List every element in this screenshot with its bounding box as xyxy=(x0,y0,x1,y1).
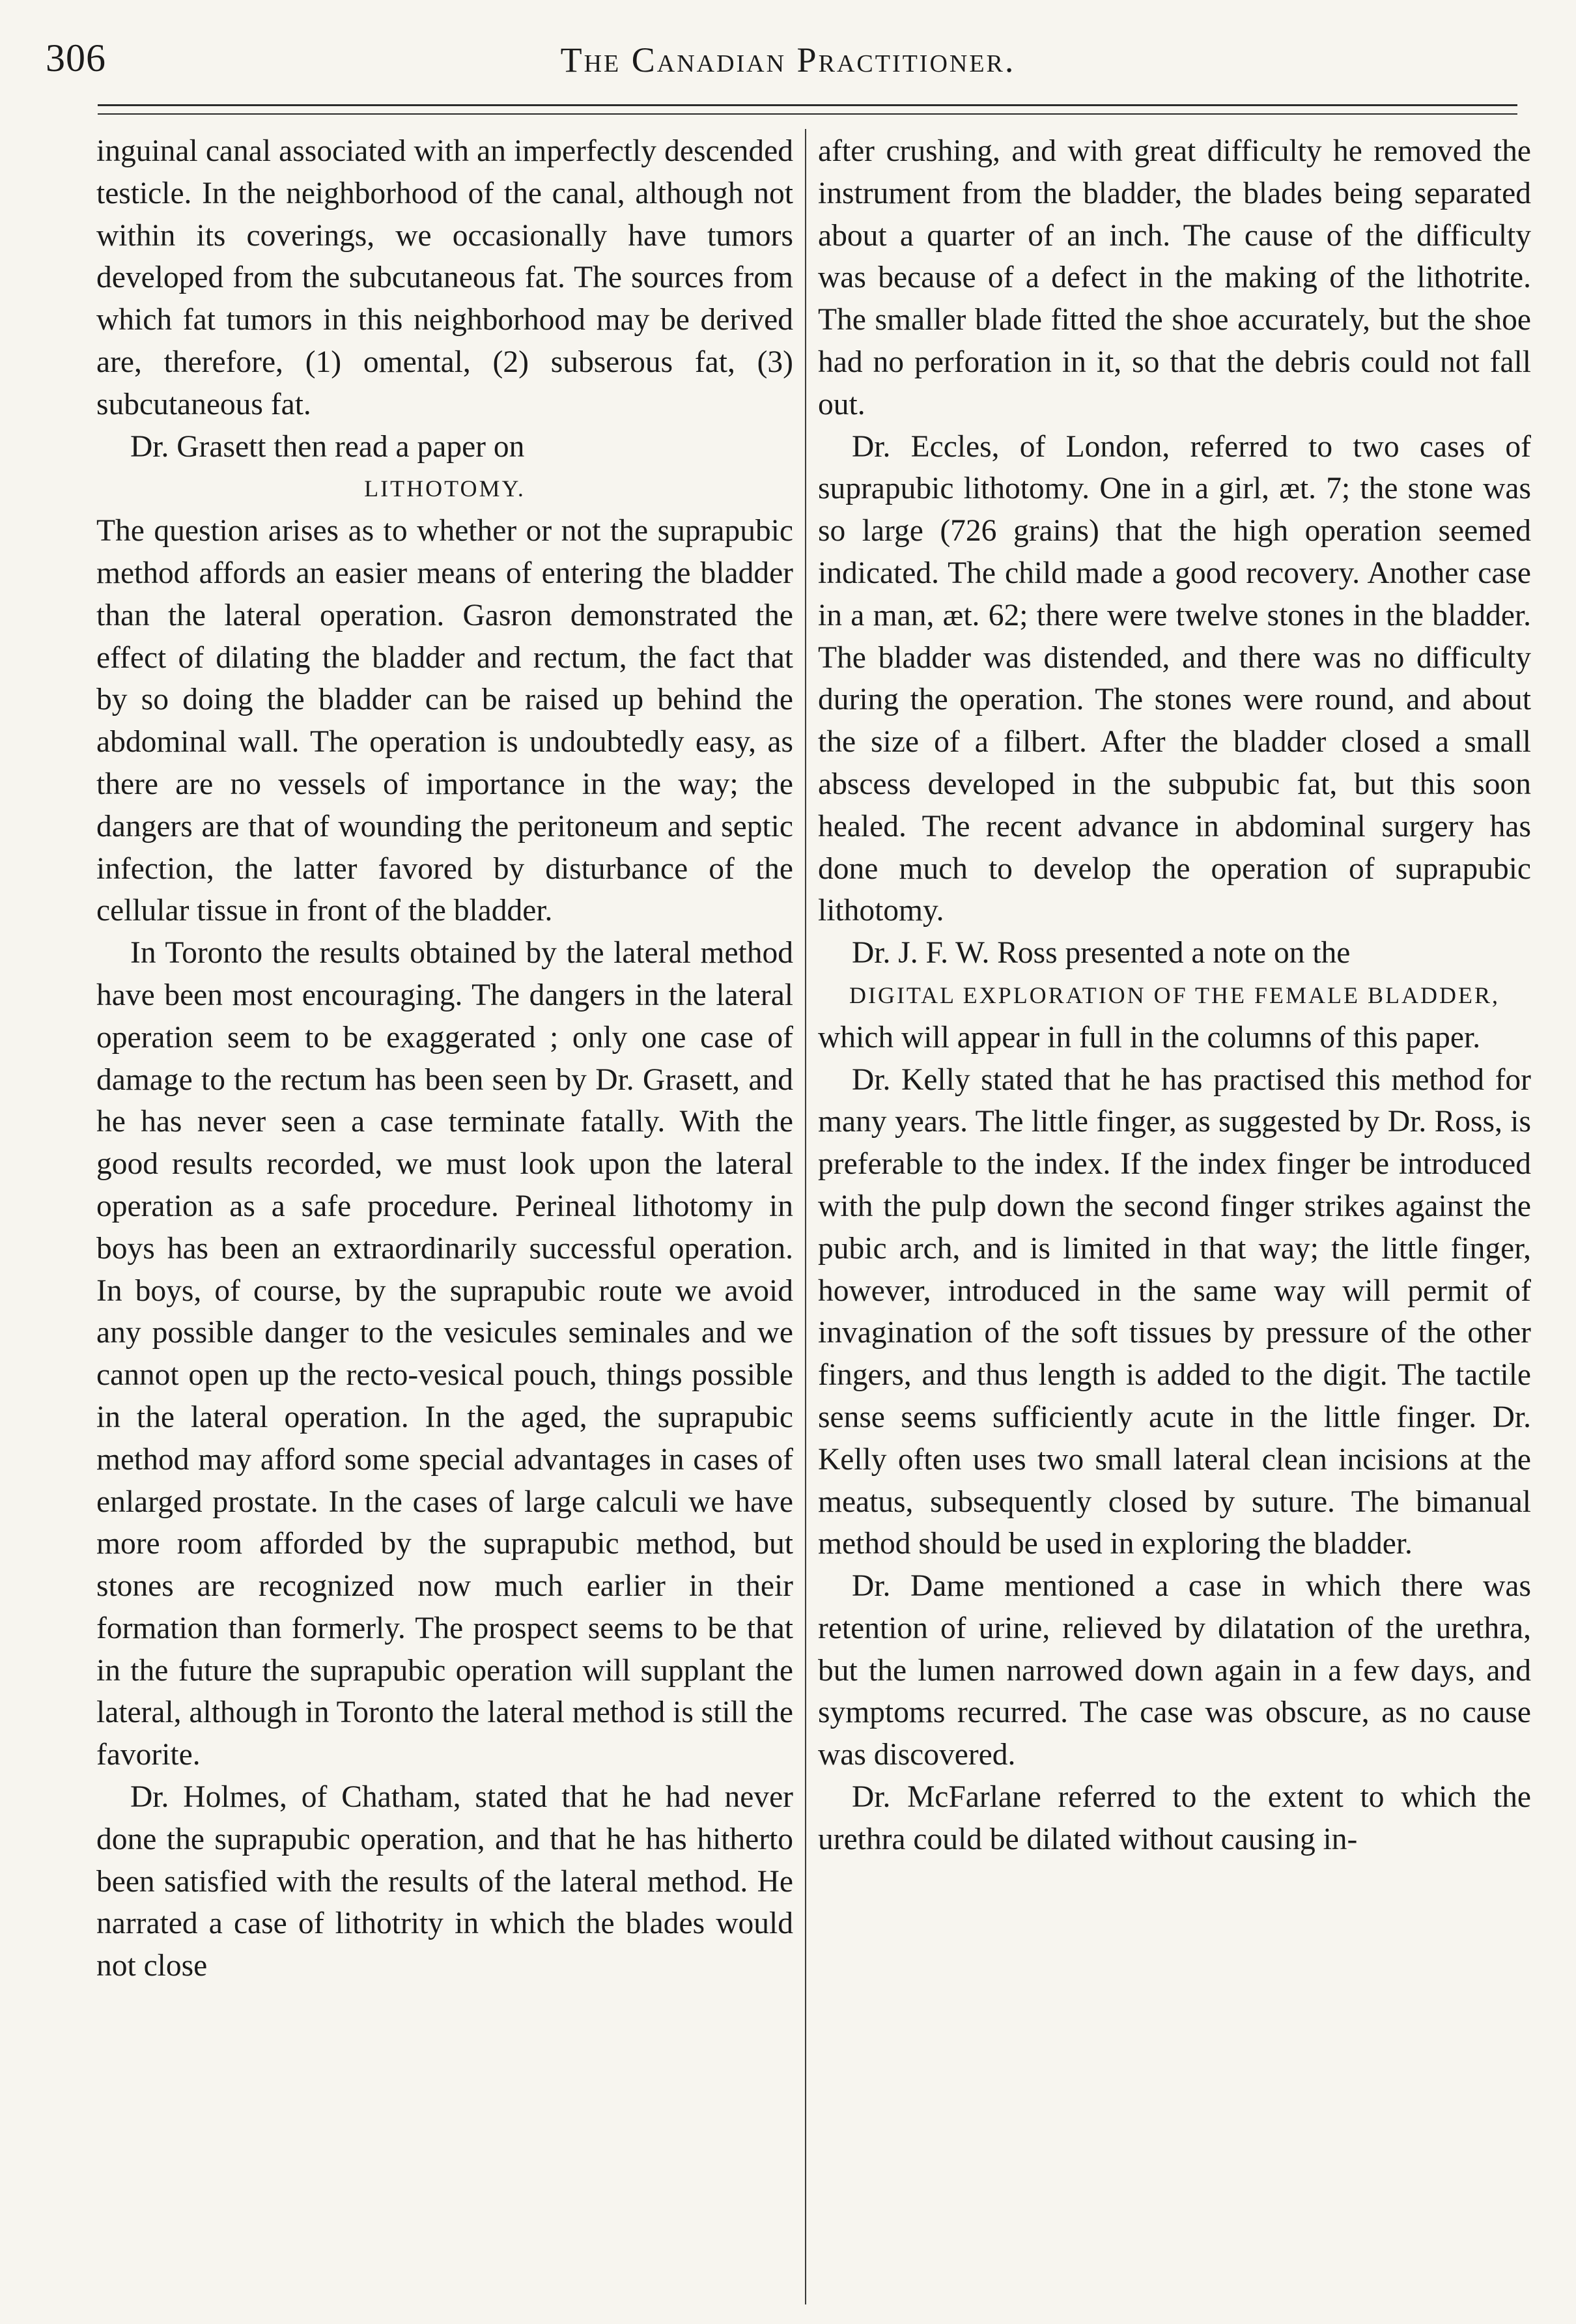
running-title: The Canadian Practitioner. xyxy=(560,40,1016,79)
section-heading-lithotomy: LITHOTOMY. xyxy=(364,475,526,502)
paragraph: In Toronto the results obtained by the lateral method have been most encouraging. The dangers in the lateral operation seem to be exaggerated ; only one case of damage to the rectum has been seen by Dr. Grasett, and he has never seen a case terminate fatally. With the good results recorded, we must look upon the lateral operation as a safe procedure. Perineal lithotomy in boys has been an extraordinarily successful operation. In boys, of course, by the suprapubic route we avoid any possible danger to the vesicules seminales and we cannot open up the recto-vesical pouch, things possible in the lateral operation. In the aged, the suprapubic method may afford some special advantages in cases of enlarged prostate. In the cases of large calculi we have more room afforded by the suprapubic method, but stones are recognized now much earlier in their formation than formerly. The prospect seems to be that in the future the suprapubic operation will supplant the lateral, although in Toronto the lateral method is still the favorite. xyxy=(96,936,793,1772)
header-rule-bottom xyxy=(98,113,1517,115)
right-column xyxy=(818,130,1531,1861)
paragraph: Dr. Eccles, of London, referred to two cases of suprapubic lithotomy. One in a girl, æt. 7; the stone was so large (726 grains) that the high operation seemed indicated. The child made a good recovery. Another case in a man, æt. 62; there were twelve stones in the bladder. The bladder was distended, and there was no difficulty during the operation. The stones were round, and about the size of a filbert. After the bladder closed a small abscess developed in the subpubic fat, but this soon healed. The recent advance in abdominal surgery has done much to develop the operation of suprapubic lithotomy. xyxy=(818,429,1531,928)
paragraph: Dr. Holmes, of Chatham, stated that he had never done the suprapubic operation, and that he has hitherto been satisfied with the results of the lateral method. He narrated a case of lithotrity in which the blades would not close xyxy=(96,1780,793,1983)
paragraph: Dr. Grasett then read a paper on xyxy=(130,429,525,464)
paragraph: Dr. Dame mentioned a case in which there was retention of urine, relieved by dilatation of the urethra, but the lumen narrowed down again in a few days, and symptoms recurred. The case was obscure, as no cause was discovered. xyxy=(818,1569,1531,1772)
column-divider xyxy=(805,129,806,2304)
left-column xyxy=(96,130,793,1987)
section-heading-digital-exploration: DIGITAL EXPLORATION OF THE FEMALE BLADDER, xyxy=(849,982,1500,1008)
paragraph: inguinal canal associated with an imperfectly descended testicle. In the neighborhood of the canal, although not within its coverings, we occasionally have tumors developed from the subcutaneous fat. The sources from which fat tumors in this neighborhood may be derived are, therefore, (1) omental, (2) subserous fat, (3) subcutaneous fat. xyxy=(96,134,793,421)
paragraph: Dr. J. F. W. Ross presented a note on the xyxy=(852,936,1351,971)
paragraph: after crushing, and with great difficulty he removed the instrument from the bladder, the blades being separated about a quarter of an inch. The cause of the difficulty was because of a defect in the making of the lithotrite. The smaller blade fitted the shoe accurately, but the shoe had no perforation in it, so that the debris could not fall out. xyxy=(818,134,1531,421)
page-header xyxy=(0,36,1576,94)
paragraph: which will appear in full in the columns of this paper. xyxy=(818,1020,1481,1055)
paragraph: Dr. Kelly stated that he has practised this method for many years. The little finger, as suggested by Dr. Ross, is preferable to the index. If the index finger be introduced with the pulp down the second finger strikes against the pubic arch, and is limited in that way; the little finger, however, introduced in the same way will permit of invagination of the soft tissues by pressure of the other fingers, and thus length is added to the digit. The tactile sense seems sufficiently acute in the little finger. Dr. Kelly often uses two small lateral clean incisions at the meatus, subsequently closed by suture. The bimanual method should be used in exploring the bladder. xyxy=(818,1062,1531,1561)
paragraph: The question arises as to whether or not the suprapubic method affords an easier means of entering the bladder than the lateral operation. Gasron demonstrated the effect of dilating the bladder and rectum, the fact that by so doing the bladder can be raised up behind the abdominal wall. The operation is undoubtedly easy, as there are no vessels of importance in the way; the dangers are that of wounding the peritoneum and septic infection, the latter favored by disturbance of the cellular tissue in front of the bladder. xyxy=(96,514,793,928)
header-rule-top xyxy=(98,104,1517,106)
paragraph: Dr. McFarlane referred to the extent to which the urethra could be dilated without causing in- xyxy=(818,1780,1531,1856)
page-number: 306 xyxy=(46,36,106,79)
